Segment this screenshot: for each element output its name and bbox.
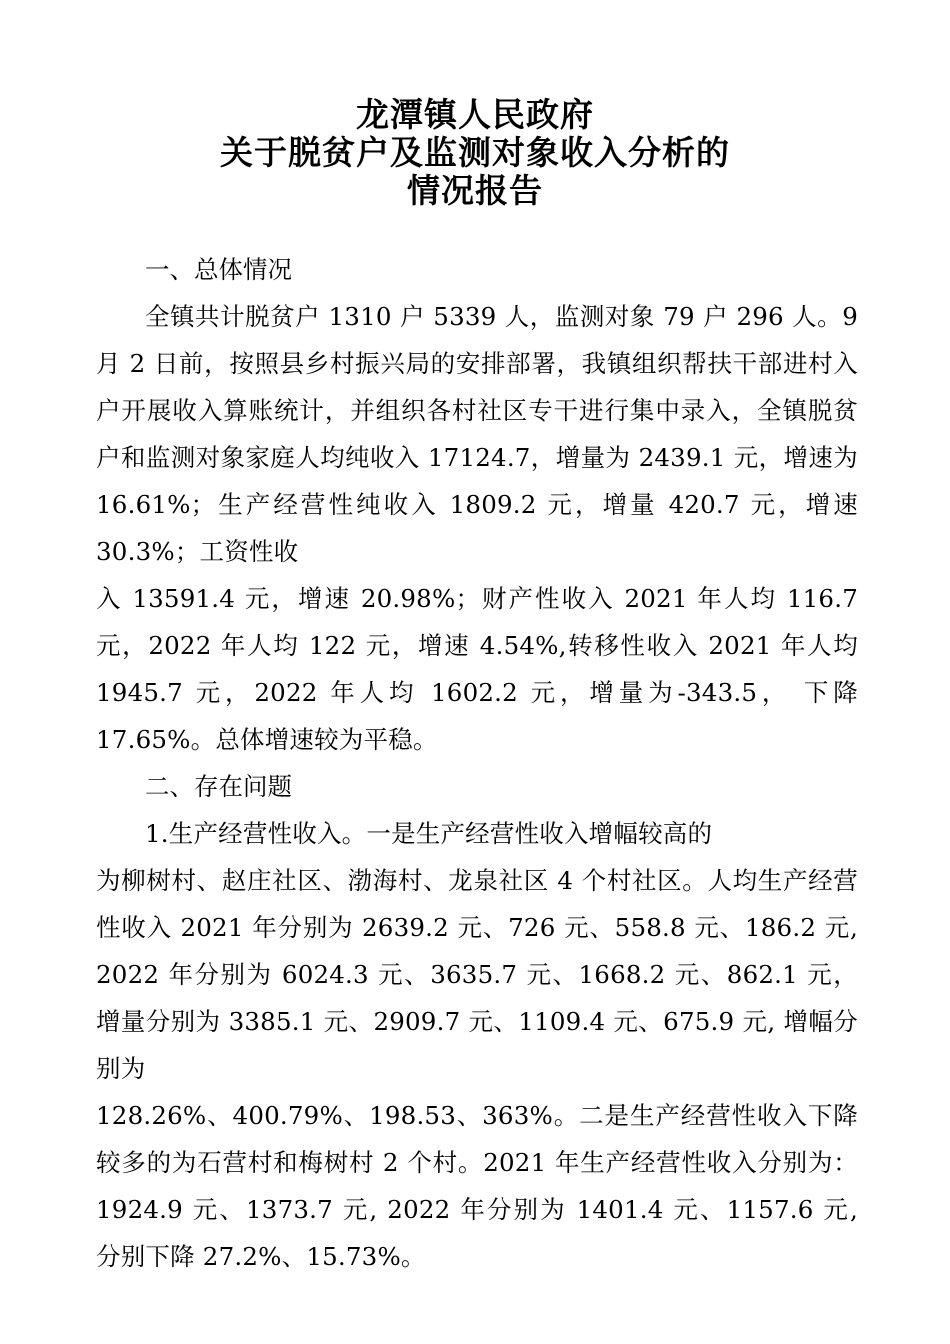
section-1-paragraph-1: 全镇共计脱贫户 1310 户 5339 人，监测对象 79 户 296 人。9 月 2 日前，按照县乡村振兴局的安排部署，我镇组织帮扶干部进村入户开展收入算账统计，并组织各村社区专干进行集中录入，全镇脱贫户和监测对象家庭人均纯收入 17124.7，增量为 2439.1 元，增速为 16.61%；生产经营性纯收入 1809.2 元，增量 420.7 元，增速 30.3%；工资性收 [96,302,858,566]
section-2-paragraph-2: 为柳树村、赵庄社区、渤海村、龙泉社区 4 个村社区。人均生产经营性收入 2021 年分别为 2639.2 元、726 元、558.8 元、186.2 元, 2022 年分别为 6024.3 元、3635.7 元、1668.2 元、862.1 元，增量分别为 3385.1 元、2909.7 元、1109.4 元、675.9 元, 增幅分别为 [96,866,858,1083]
section-1-paragraph-2: 入 13591.4 元，增速 20.98%；财产性收入 2021 年人均 116.7 元，2022 年人均 122 元，增速 4.54%,转移性收入 2021 年人均 1945.7 元，2022 年人均 1602.2 元，增量为-343.5， 下降 17.65%。总体增速较为平稳。 [96,584,858,754]
section-heading-1: 一、总体情况 [145,255,292,284]
title-line-1: 龙潭镇人民政府 [356,95,594,134]
document-body [96,246,858,1280]
section-2-paragraph-3: 128.26%、400.79%、198.53、363%。二是生产经营性收入下降较多的为石营村和梅树村 2 个村。2021 年生产经营性收入分别为：1924.9 元、1373.7 元, 2022 年分别为 1401.4 元、1157.6 元, 分别下降 27.2%、15.73%。 [96,1101,858,1271]
section-2-paragraph-1: 1.生产经营性收入。一是生产经营性收入增幅较高的 [145,819,713,848]
section-heading-2: 二、存在问题 [145,772,292,801]
document-title [0,96,950,210]
title-line-3: 情况报告 [407,171,543,210]
title-line-2: 关于脱贫户及监测对象收入分析的 [220,133,730,172]
